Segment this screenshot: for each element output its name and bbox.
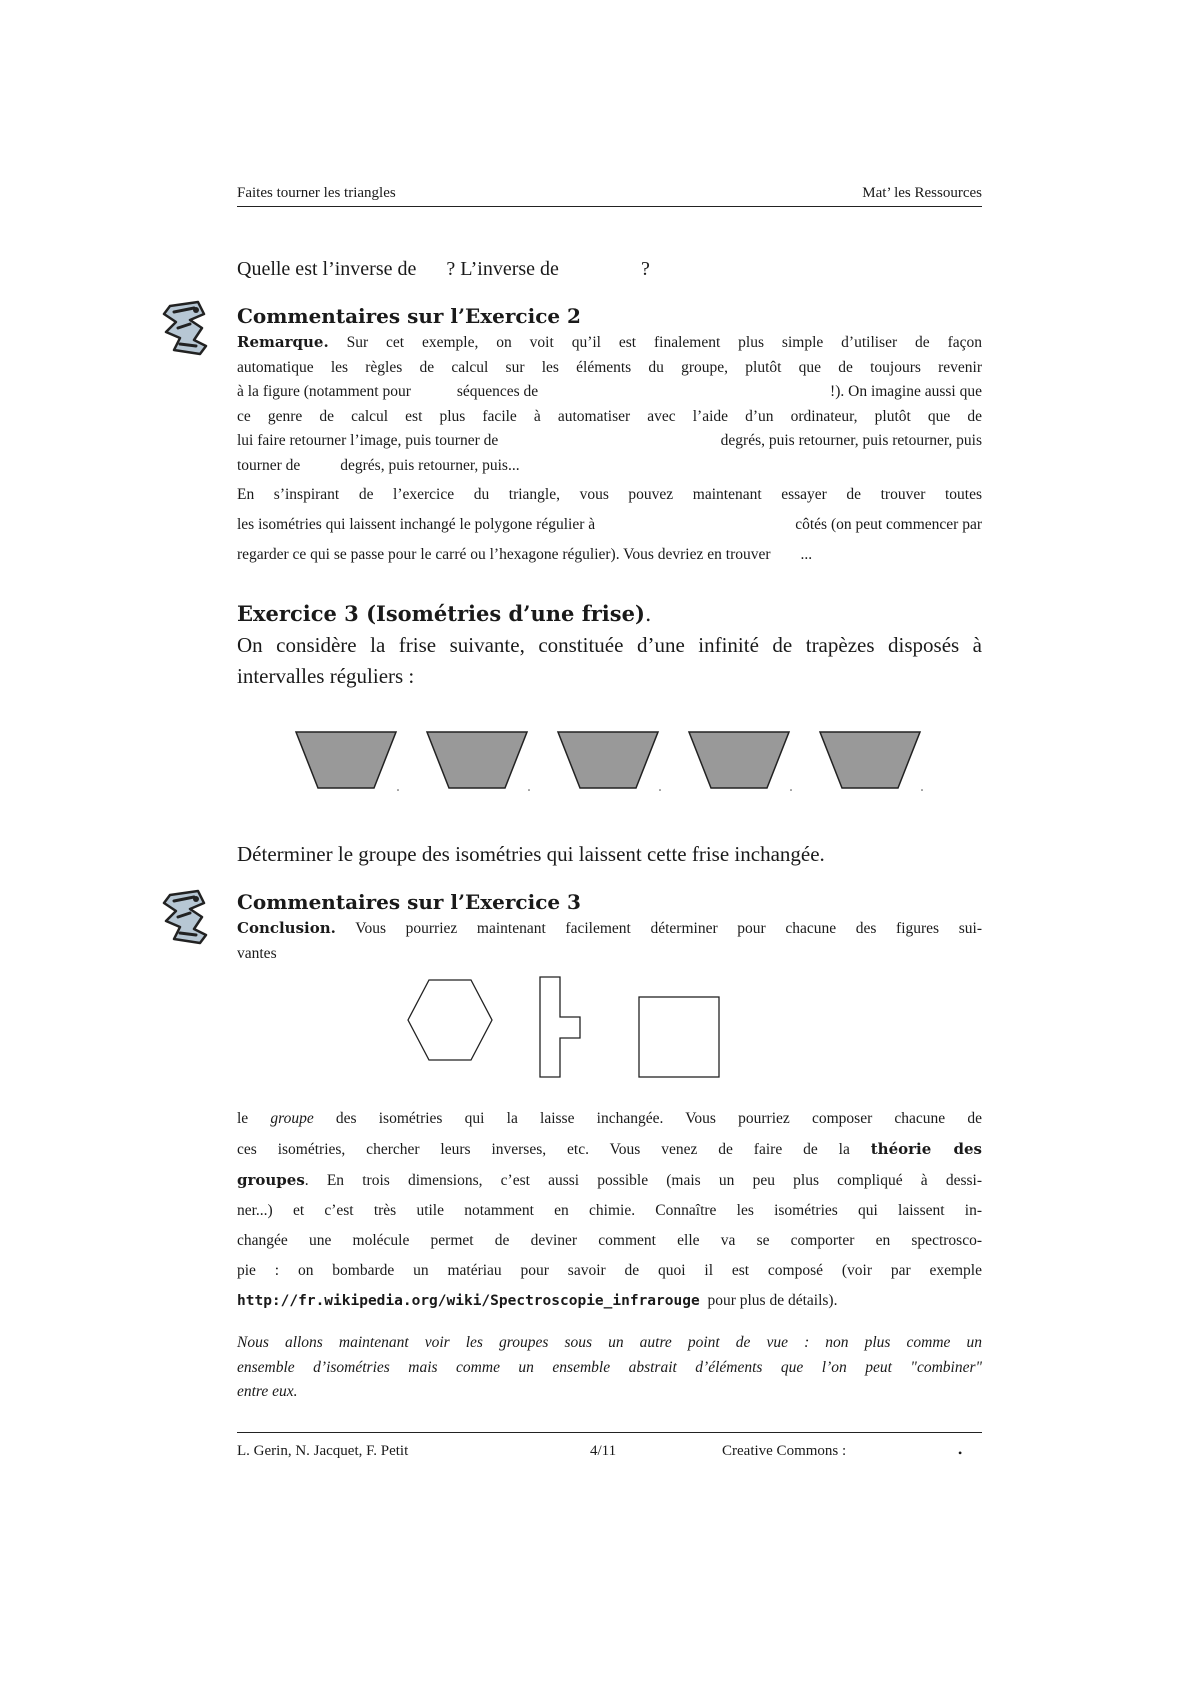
trapezoid-3 — [558, 732, 658, 788]
paragraph-line: ces isométries, chercher leurs inverses, etc. Vous venez de faire de la — [237, 1141, 850, 1158]
footer-rule — [237, 1432, 982, 1433]
paragraph-line: le — [237, 1110, 249, 1127]
footer-authors: L. Gerin, N. Jacquet, F. Petit — [237, 1443, 409, 1459]
footer-page-number: 4/11 — [590, 1443, 617, 1459]
header-left: Faites tourner les triangles — [237, 185, 396, 201]
question-line — [237, 258, 650, 281]
trapezoid-1 — [296, 732, 396, 788]
closing-italic-paragraph — [237, 1331, 982, 1405]
paragraph-line: . En trois dimensions, c’est aussi possible (mais un peu plus compliqué à dessi- — [304, 1172, 982, 1189]
trapezoid-5 — [820, 732, 920, 788]
paragraph-line: changée une molécule permet de deviner comment elle va se comporter en spectrosco- — [237, 1232, 982, 1249]
example-figures — [405, 973, 725, 1078]
paragraph-bold: théorie des — [870, 1140, 982, 1158]
paragraph-line: des isométries qui la laisse inchangée. Vous pourriez composer chacune de — [335, 1110, 982, 1127]
paragraph-line: ... — [800, 546, 813, 563]
comment3-conclusion — [237, 916, 982, 966]
remark-line: ce genre de calcul est plus facile à automatiser avec l’aide d’un ordinateur, plutôt que de — [237, 407, 982, 425]
paragraph-bold: groupes — [237, 1171, 305, 1189]
trapezoid-4 — [689, 732, 789, 788]
remark-line: à la figure (notamment pour — [237, 383, 411, 400]
remark-line: tourner de — [237, 456, 301, 474]
statement-line: intervalles réguliers : — [237, 664, 415, 688]
commentary-mascot-icon — [160, 887, 212, 947]
italic-line: Nous allons maintenant voir les groupes sous un autre point de vue : non plus comme un — [237, 1334, 982, 1351]
paragraph-line: ner...) et c’est très utile notamment en chimie. Connaître les isométries qui laissent in- — [237, 1202, 982, 1219]
footer-license: Creative Commons : — [722, 1443, 847, 1459]
exercise3-task: Déterminer le groupe des isométries qui laissent cette frise inchangée. — [237, 842, 825, 866]
comment3-title: Commentaires sur l’Exercice 3 — [237, 890, 581, 914]
commentary-mascot-icon — [160, 298, 212, 358]
question-part1: Quelle est l’inverse de — [237, 258, 417, 280]
remark-line: Sur cet exemple, on voit qu’il est finalement plus simple d’utiliser de façon — [346, 334, 982, 351]
paragraph-emphasis: groupe — [270, 1110, 314, 1127]
remark-line: degrés, puis retourner, puis... — [340, 456, 520, 474]
exercise3-heading — [237, 601, 652, 626]
remark-label: Remarque. — [237, 333, 329, 351]
remark-line: automatique les règles de calcul sur les éléments du groupe, plutôt que de toujours revenir — [237, 358, 982, 376]
trapezoid-2 — [427, 732, 527, 788]
question-part3: ? — [640, 258, 650, 280]
remark-line: !). On imagine aussi que — [830, 383, 982, 400]
conclusion-line: vantes — [237, 944, 277, 962]
exercise3-statement — [237, 630, 982, 692]
question-part2: ? L’inverse de — [446, 258, 559, 280]
statement-line: On considère la frise suivante, constituée d’une infinité de trapèzes disposés à — [237, 633, 982, 657]
comment2-title: Commentaires sur l’Exercice 2 — [237, 304, 581, 328]
header-right: Mat’ les Ressources — [862, 185, 982, 201]
remark-line: degrés, puis retourner, puis retourner, puis — [720, 432, 982, 449]
square-figure — [639, 997, 719, 1077]
exercise3-title: Exercice 3 (Isométries d’une frise) — [237, 601, 645, 626]
conclusion-line: Vous pourriez maintenant facilement déterminer pour chacune des figures sui- — [355, 920, 982, 937]
t-shape-figure — [540, 977, 580, 1077]
remark-line: séquences de — [456, 383, 539, 400]
paragraph-line: En s’inspirant de l’exercice du triangle, vous pouvez maintenant essayer de trouver toutes — [237, 486, 982, 503]
footer-license-badge-dot: • — [958, 1446, 963, 1460]
exercise3-title-end: . — [644, 602, 652, 626]
comment2-remark — [237, 330, 982, 478]
paragraph-line: pour plus de détails). — [707, 1292, 838, 1309]
italic-line: entre eux. — [237, 1383, 298, 1400]
comment2-paragraph — [237, 480, 982, 570]
italic-line: ensemble d’isométries mais comme un ensemble abstrait d’éléments que l’on peut "combiner" — [237, 1358, 982, 1376]
comment3-paragraph — [237, 1104, 982, 1316]
header-rule — [237, 206, 982, 207]
paragraph-line: côtés (on peut commencer par — [795, 516, 982, 533]
remark-line: lui faire retourner l’image, puis tourner de — [237, 432, 499, 449]
hexagon-figure — [408, 980, 492, 1060]
trapezoid-frieze — [290, 728, 940, 796]
conclusion-label: Conclusion. — [237, 919, 336, 937]
paragraph-line: les isométries qui laissent inchangé le polygone régulier à — [237, 516, 596, 533]
paragraph-line: pie : on bombarde un matériau pour savoir de quoi il est composé (voir par exemple — [237, 1262, 982, 1279]
paragraph-line: regarder ce qui se passe pour le carré ou l’hexagone régulier). Vous devriez en trouver — [237, 546, 771, 563]
wikipedia-link[interactable]: http://fr.wikipedia.org/wiki/Spectroscopie_infrarouge — [237, 1293, 700, 1309]
